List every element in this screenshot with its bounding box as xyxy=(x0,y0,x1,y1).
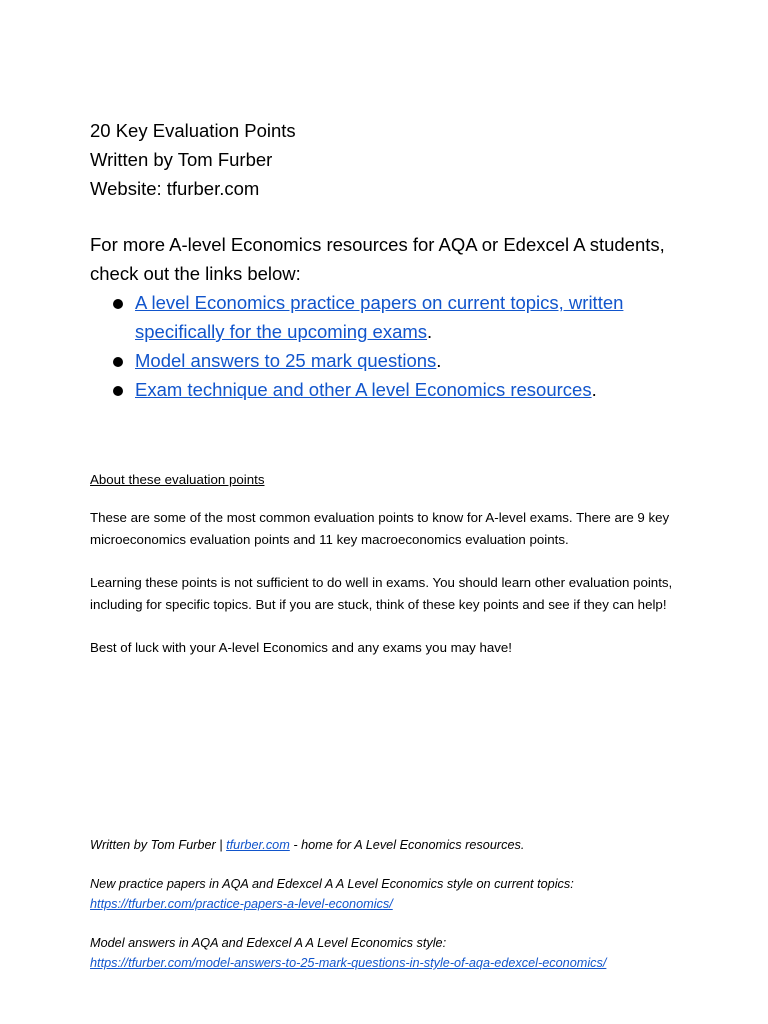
bullet-icon xyxy=(113,357,123,367)
list-item xyxy=(90,375,690,404)
author-line: Written by Tom Furber xyxy=(90,149,273,170)
intro-section xyxy=(90,230,690,404)
footer-model-answers xyxy=(90,933,690,973)
footer-practice-text: New practice papers in AQA and Edexcel A A Level Economics style on current topics: xyxy=(90,877,574,891)
list-item xyxy=(90,346,690,375)
about-paragraph: Learning these points is not sufficient to do well in exams. You should learn other evaluation points, including for specific topics. But if you are stuck, think of these key points and see if they can help! xyxy=(90,575,673,612)
site-link[interactable]: tfurber.com xyxy=(226,838,290,852)
intro-text: For more A-level Economics resources for AQA or Edexcel A students, check out the links below: xyxy=(90,234,665,284)
footer-model-text: Model answers in AQA and Edexcel A A Level Economics style: xyxy=(90,936,447,950)
footer-written-by xyxy=(90,835,690,855)
resource-link-list xyxy=(90,288,690,404)
footer-written-prefix: Written by Tom Furber | xyxy=(90,838,227,852)
practice-papers-url-link[interactable]: https://tfurber.com/practice-papers-a-level-economics/ xyxy=(90,897,393,911)
footer-practice-papers xyxy=(90,874,690,914)
website-line: Website: tfurber.com xyxy=(90,178,260,199)
list-item xyxy=(90,288,690,346)
exam-technique-link[interactable]: Exam technique and other A level Economics resources xyxy=(135,379,592,400)
link-suffix: . xyxy=(436,350,442,371)
model-answers-url-link[interactable]: https://tfurber.com/model-answers-to-25-mark-questions-in-style-of-aqa-edexcel-economics/ xyxy=(90,956,607,970)
about-paragraph: Best of luck with your A-level Economics and any exams you may have! xyxy=(90,640,513,655)
bullet-icon xyxy=(113,299,123,309)
footer-written-suffix: - home for A Level Economics resources. xyxy=(289,838,525,852)
model-answers-link[interactable]: Model answers to 25 mark questions xyxy=(135,350,437,371)
document-title: 20 Key Evaluation Points xyxy=(90,120,296,141)
about-section xyxy=(90,469,690,680)
about-heading: About these evaluation points xyxy=(90,472,265,487)
document-footer xyxy=(90,835,690,992)
link-suffix: . xyxy=(591,379,597,400)
bullet-icon xyxy=(113,386,123,396)
document-header xyxy=(90,116,690,203)
about-paragraph: These are some of the most common evaluation points to know for A-level exams. There are 9 key microeconomics evaluation points and 11 key macroeconomics evaluation points. xyxy=(90,510,670,547)
practice-papers-link[interactable]: A level Economics practice papers on current topics, written specifically for the upcoming exams xyxy=(135,292,624,342)
link-suffix: . xyxy=(427,321,433,342)
